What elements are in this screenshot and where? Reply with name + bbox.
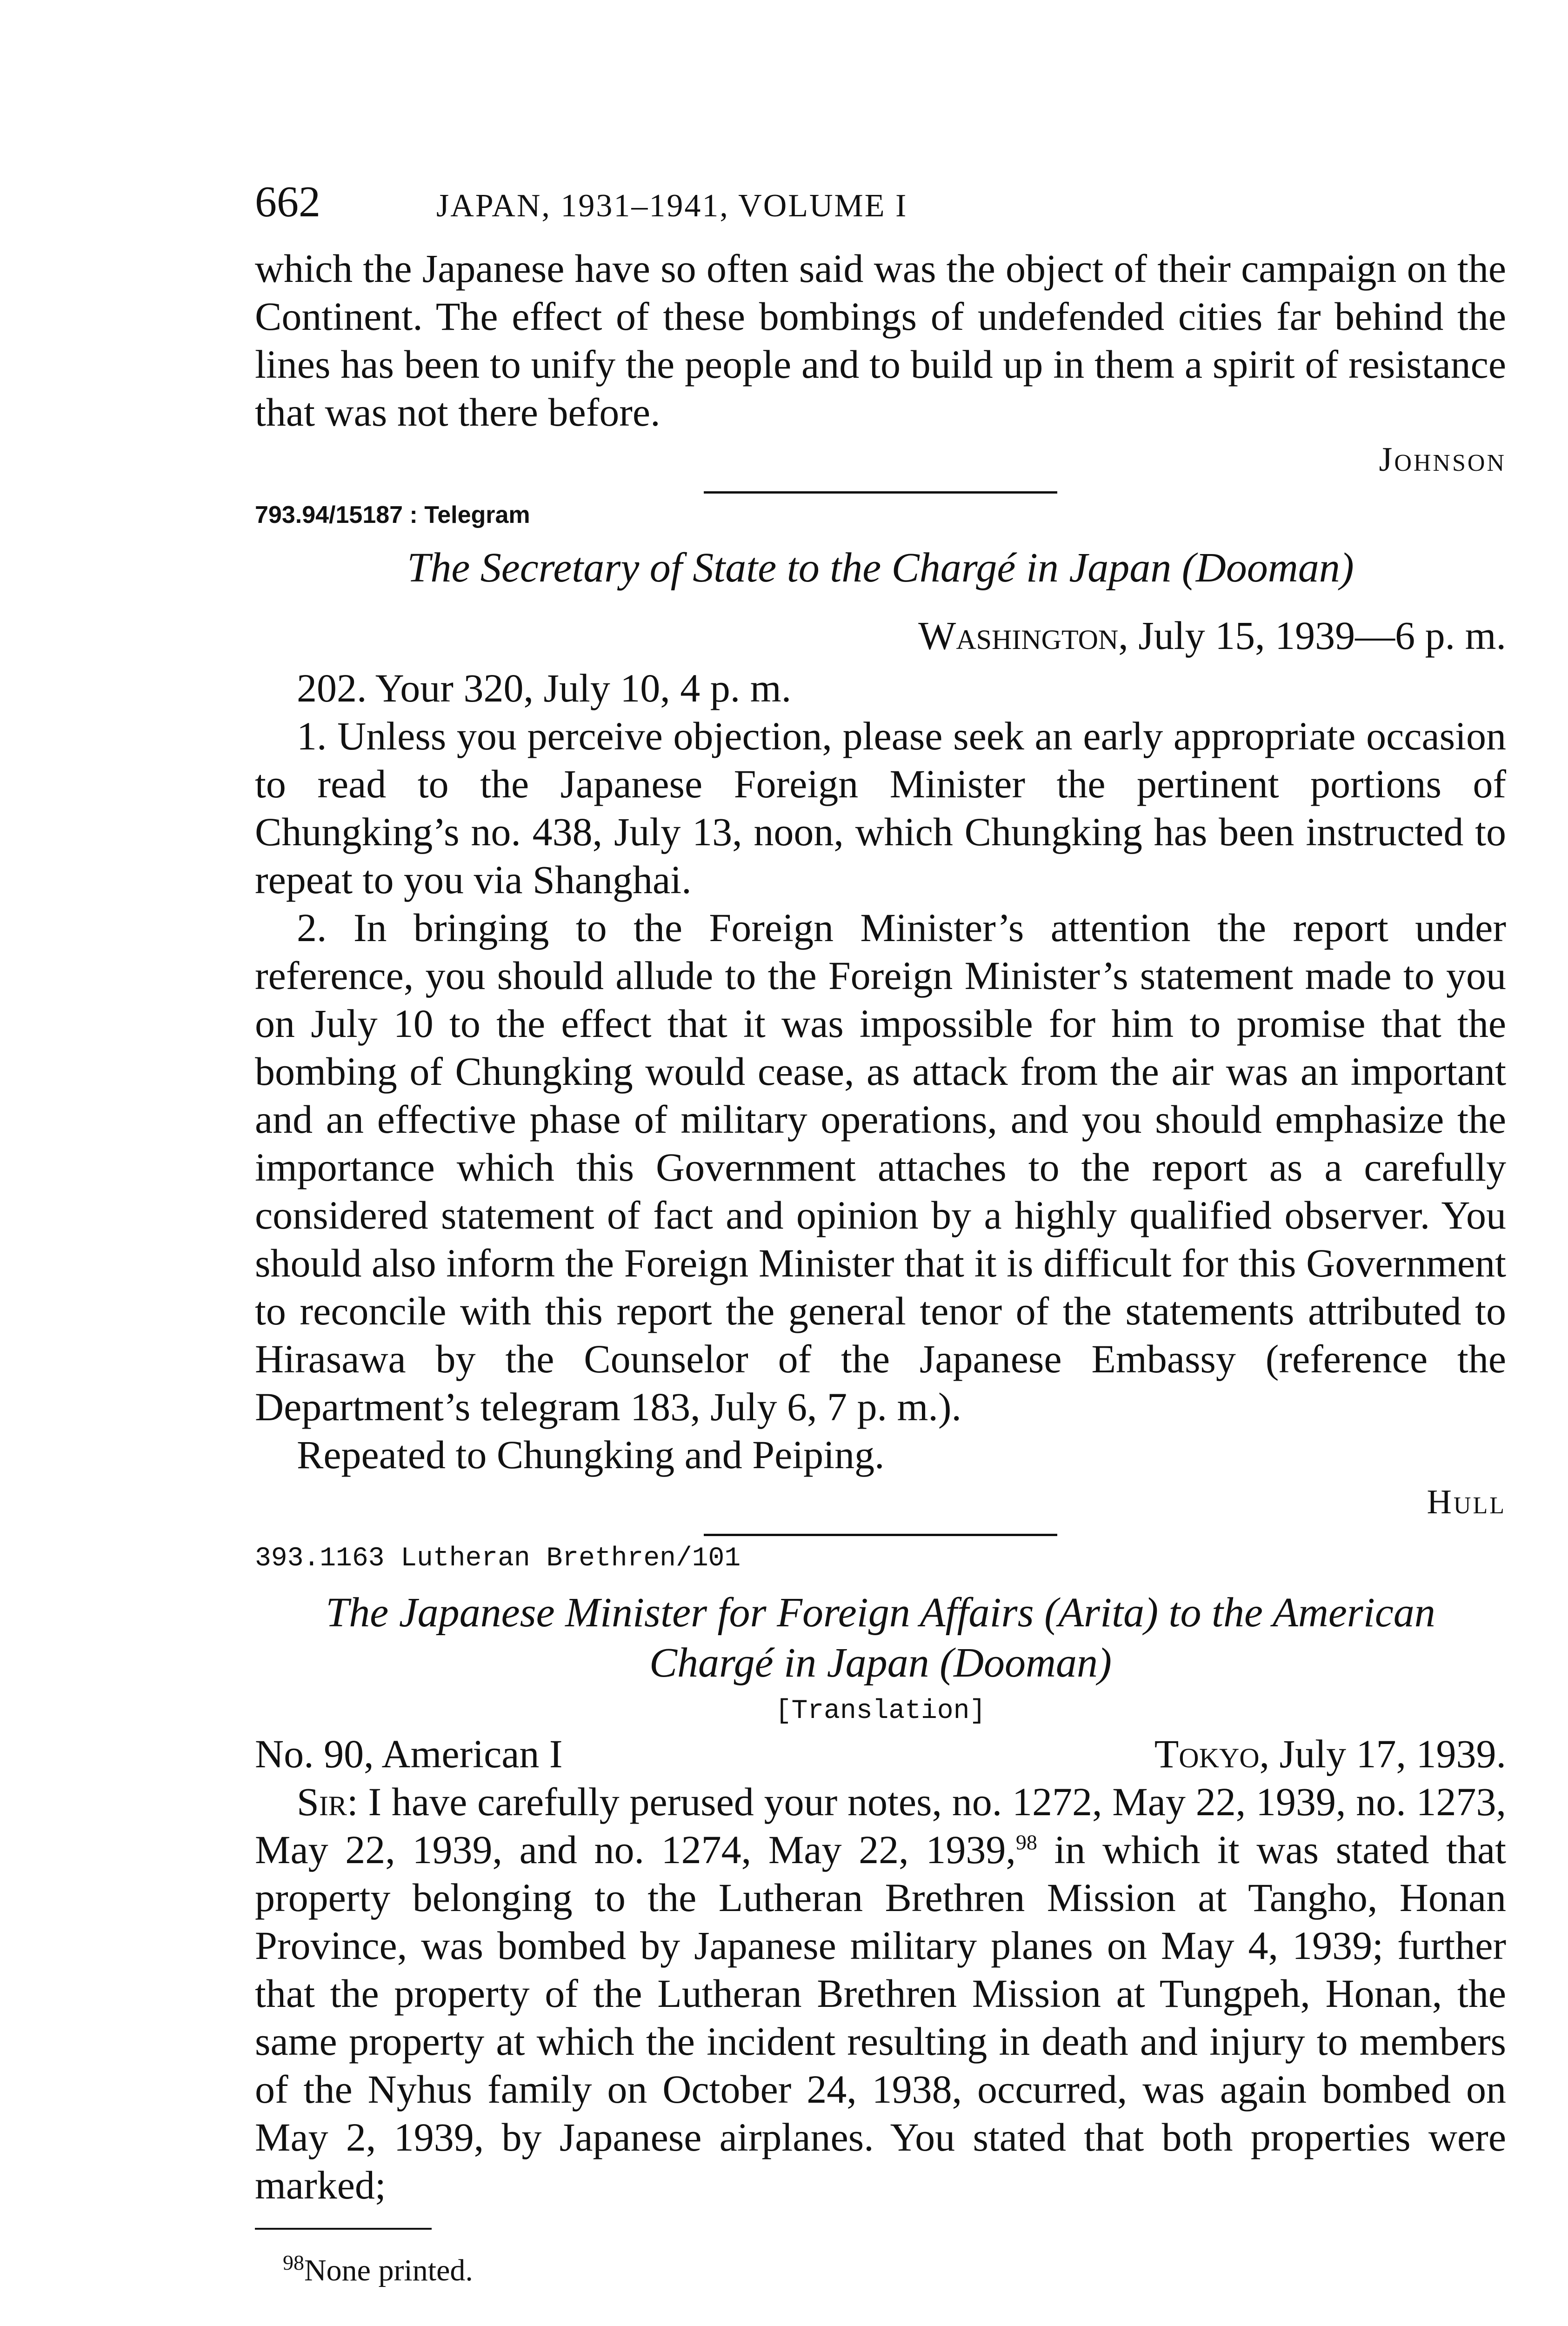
- paragraph-continuation: which the Japanese have so often said was the object of their campaign on the Continent. The effect of these bombings of undefended cities far behind the lines has been to unify the people and to build up in them a spirit of resistance that was not there before.: [255, 246, 1506, 434]
- page-number: 662: [255, 178, 320, 226]
- footnote-reference: 98: [1015, 1830, 1037, 1854]
- translation-label: [Translation]: [775, 1696, 986, 1726]
- note-number: No. 90, American I: [255, 1731, 563, 1776]
- file-number: 793.94/15187 : Telegram: [255, 501, 530, 528]
- document-page: [255, 177, 1506, 2288]
- note-place: Tokyo: [1154, 1731, 1260, 1776]
- note-heading: [255, 1730, 1506, 1778]
- document-title: The Secretary of State to the Chargé in Japan (Dooman): [407, 545, 1354, 591]
- salutation: Sir: [297, 1779, 347, 1824]
- document-title: [255, 1588, 1506, 1688]
- letter-body-part1: : I have carefully perused your notes, no. 1272, May 22, 1939, no. 1273, May 22, 1939, and no. 1274, May 22, 1939,: [255, 1779, 1506, 1872]
- letter-body-part2: in which it was stated that property belonging to the Lutheran Brethren Mission at Tangho, Honan Province, was bombed by Japanese military planes on May 4, 1939; further that the property of the Lutheran Brethren Mission at Tungpeh, Honan, the same property at which the incident resulting in death and injury to members of the Nyhus family on October 24, 1938, occurred, was again bombed on May 2, 1939, by Japanese airplanes. You stated that both properties were marked;: [255, 1827, 1507, 2207]
- file-number: 393.1163 Lutheran Brethren/101: [255, 1544, 741, 1574]
- section-divider: [704, 1534, 1057, 1536]
- running-title: JAPAN, 1931–1941, VOLUME I: [436, 188, 908, 224]
- note-date: , July 17, 1939.: [1259, 1731, 1506, 1776]
- title-line-2: Chargé in Japan (Dooman): [649, 1640, 1112, 1686]
- footnote-text: None printed.: [304, 2253, 473, 2287]
- signature-hull: Hull: [1427, 1483, 1506, 1521]
- page-header: [255, 177, 1506, 227]
- paragraph-1: 1. Unless you perceive objection, please seek an early appropriate occasion to read to the Japanese Foreign Minister the pertinent portions of Chungking’s no. 438, July 13, noon, which Chungking has been instructed to repeat to you via Shanghai.: [255, 714, 1506, 902]
- note-dateline: [1154, 1730, 1506, 1778]
- dateline: [255, 612, 1506, 660]
- signature-johnson: Johnson: [1379, 441, 1506, 479]
- paragraph-2: 2. In bringing to the Foreign Minister’s attention the report under reference, you should allude to the Foreign Minister’s statement made to you on July 10 to the effect that it was impossible for him to promise that the bombing of Chungking would cease, as attack from the air was an important and an effective phase of military operations, and you should emphasize the importance which this Government attaches to the report as a carefully considered statement of fact and opinion by a highly qualified observer. You should also inform the Foreign Minister that it is difficult for this Government to reconcile with this report the general tenor of the statements attributed to Hirasawa by the Counselor of the Japanese Embassy (reference the Department’s telegram 183, July 6, 7 p. m.).: [255, 905, 1506, 1429]
- footnote-marker: 98: [283, 2251, 304, 2274]
- letter-body: [255, 1778, 1506, 2209]
- section-divider: [704, 491, 1057, 494]
- footnote-divider: [255, 2228, 432, 2230]
- dateline-date: , July 15, 1939—6 p. m.: [1118, 613, 1506, 658]
- footnote: [283, 2253, 1506, 2288]
- paragraph-repeated: Repeated to Chungking and Peiping.: [297, 1432, 885, 1477]
- title-line-1: The Japanese Minister for Foreign Affairs (Arita) to the American: [326, 1590, 1435, 1636]
- paragraph-reference: 202. Your 320, July 10, 4 p. m.: [297, 666, 792, 710]
- dateline-place: Washington: [918, 613, 1119, 658]
